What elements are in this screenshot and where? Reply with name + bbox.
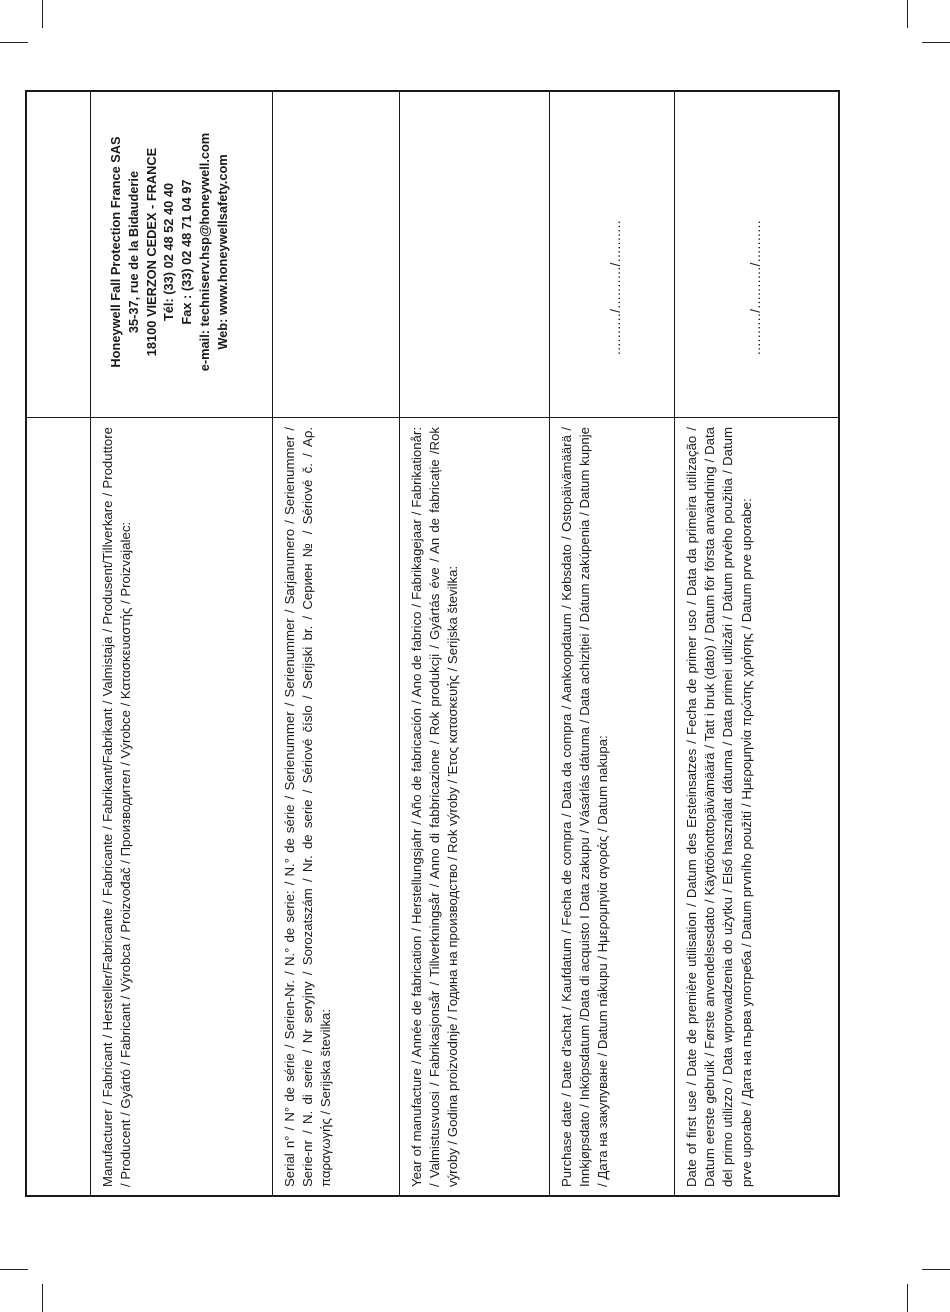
traceability-table xyxy=(25,90,840,1197)
purchase-date-label: Purchase date / Date d'achat / Kaufdatum / Fecha de compra / Data da compra / Aankoopdatum / Købsdato / Ostopäivämäärä / Innkjøpsdato / Inköpsdatum /Data di acquisto I Data zakupu / Vásárlás dátuma / Data achiziției / Dátum zakúpenia / Datum kupnje / Дата на закупуване / Datum nákupu / Ημερομηνία αγοράς / Datum nakupa: xyxy=(559,427,611,1187)
manufacturer-label: Manufacturer / Fabricant / Hersteller/Fabricante / Fabricante / Fabrikant/Fabrikant / Valmistaja / Produsent/Tillverkare / Produttore / Producent / Gyártó / Fabricant / Výrobca / Proizvođač / Производител / Výrobce / Κατασκευαστής / Proizvajalec: xyxy=(100,427,134,1187)
crop-mark xyxy=(42,0,43,28)
purchase-date-field[interactable]: ........../........../.......... xyxy=(608,219,623,355)
email-address: e-mail: techniserv.hsp@honeywell.com xyxy=(196,132,212,372)
fax-number: Fax : (33) 02 48 71 04 97 xyxy=(179,179,195,325)
first-use-date-field[interactable]: ........../........../.......... xyxy=(748,219,763,355)
divider xyxy=(399,92,400,1195)
divider xyxy=(27,417,838,418)
first-use-date-label: Date of first use / Date de première utilisation / Datum des Ersteinsatzes / Fecha de primer uso / Data da primeira utilização / Datum eerste gebruik / Første anvendelsesdato / Käyttöönottopäivämäärä / Tatt i bruk (dato) / Datum för första användning / Data del primo utilizzo / Data wprowadzenia do użytku / Első használat dátuma / Data primei utilizări / Dátum prvého použitia / Datum prve uporabe / Дата на първа употреба / Datum prvního použití / Ημερομηνία πρώτης χρήσης / Datum prve uporabe: xyxy=(684,427,754,1187)
crop-mark xyxy=(907,1284,908,1312)
divider xyxy=(549,92,550,1195)
crop-mark xyxy=(42,1284,43,1312)
divider xyxy=(674,92,675,1195)
crop-mark xyxy=(922,1269,950,1270)
serial-number-label: Serial n° / N° de série / Serien-Nr. / N.° de serie: / N.° de série / Serienummer / Serienummer / Sarjanumero / Serienummer / Serie-nr / N. di serie / Nr seryjny / Sorozatszám / Nr. de serie / Sériové číslo / Serijski br. / Сериен № / Sériové č. / Αρ. παραγωγής / Serijska številka: xyxy=(282,427,334,1187)
divider xyxy=(90,92,91,1195)
company-name: Honeywell Fall Protection France SAS xyxy=(108,136,123,368)
city-country: 18100 VIERZON CEDEX - FRANCE xyxy=(143,147,159,357)
divider xyxy=(272,92,273,1195)
crop-mark xyxy=(922,42,950,43)
crop-mark xyxy=(0,1269,28,1270)
manufacturer-address xyxy=(107,107,252,397)
website: Web: www.honeywellsafety.com xyxy=(214,154,230,350)
crop-mark xyxy=(907,0,908,28)
phone-number: Tél: (33) 02 48 52 40 40 xyxy=(161,183,177,322)
year-of-manufacture-label: Year of manufacture / Année de fabrication / Herstellungsjahr / Año de fabricación / Ano de fabrico / Fabrikagejaar / Fabrikationår: / Valmistusvuosi / Fabrikasjonsår / Tillverkningsår / Anno di fabbricazione / Rok produkcji / Gyártás éve / An de fabricație /Rok výroby / Godina proizvodnje / Година на производство / Rok výroby / Έτος κατασκευής / Serijska številka: xyxy=(409,427,461,1187)
crop-mark xyxy=(0,42,28,43)
street-address: 35-37, rue de la Bidauderie xyxy=(125,170,141,334)
